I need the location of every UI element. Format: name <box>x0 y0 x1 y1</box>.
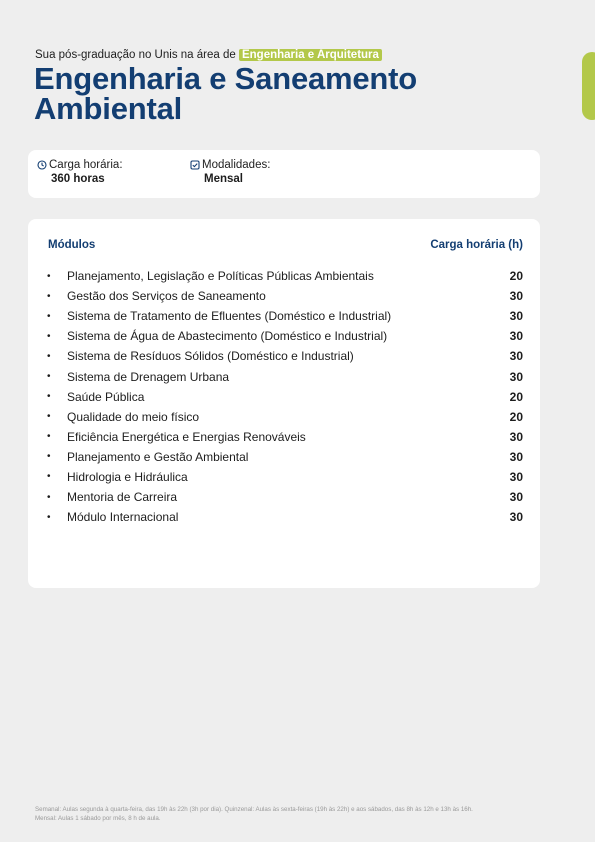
bullet: • <box>47 371 51 383</box>
bullet: • <box>47 270 51 282</box>
hours-column-header: Carga horária (h) <box>430 239 523 251</box>
module-name: Módulo Internacional <box>67 510 179 525</box>
bullet: • <box>47 350 51 362</box>
bullet: • <box>47 290 51 302</box>
title-line-1: Engenharia e Saneamento <box>34 61 418 96</box>
module-name: Sistema de Resíduos Sólidos (Doméstico e Industrial) <box>67 349 354 364</box>
module-row <box>46 326 523 346</box>
title-line-2: Ambiental <box>34 91 183 126</box>
module-row <box>46 387 523 407</box>
module-name: Sistema de Tratamento de Efluentes (Doméstico e Industrial) <box>67 309 392 324</box>
module-row <box>46 507 523 527</box>
footnote-line-1: Semanal: Aulas segunda à quarta-feira, das 19h às 22h (3h por dia). Quinzenal: Aulas às sexta-feiras (19h às 22h) e aos sábados, das 8h às 12h e 13h às 16h. <box>35 806 473 813</box>
module-hours: 30 <box>509 490 523 505</box>
module-hours: 30 <box>509 329 523 344</box>
module-row <box>46 487 523 507</box>
clock-icon <box>37 160 47 170</box>
module-row <box>46 447 523 467</box>
module-name: Planejamento e Gestão Ambiental <box>67 449 249 464</box>
module-row <box>46 427 523 447</box>
module-hours: 20 <box>509 409 523 424</box>
module-hours: 30 <box>509 369 523 384</box>
module-name: Saúde Pública <box>67 389 145 404</box>
module-hours: 30 <box>509 309 523 324</box>
bullet: • <box>47 391 51 403</box>
module-hours: 30 <box>509 469 523 484</box>
modules-column-header: Módulos <box>48 239 96 251</box>
module-name: Mentoria de Carreira <box>67 490 178 505</box>
footnote-line-2: Mensal: Aulas 1 sábado por mês, 8 h de aula. <box>35 815 161 822</box>
info-card <box>28 150 540 198</box>
module-row <box>46 306 523 326</box>
bullet: • <box>47 330 51 342</box>
bullet: • <box>47 491 51 503</box>
bullet: • <box>47 411 51 423</box>
bullet: • <box>47 431 51 443</box>
checkbox-icon <box>190 160 200 170</box>
module-name: Eficiência Energética e Energias Renováveis <box>67 429 306 444</box>
modality-info <box>190 158 270 187</box>
module-hours: 30 <box>509 449 523 464</box>
workload-value: 360 horas <box>51 173 105 185</box>
module-row <box>46 407 523 427</box>
module-hours: 30 <box>509 510 523 525</box>
modules-header <box>48 239 523 251</box>
page-title <box>34 61 418 126</box>
module-name: Gestão dos Serviços de Saneamento <box>67 289 266 304</box>
module-hours: 30 <box>509 349 523 364</box>
module-hours: 20 <box>509 389 523 404</box>
bullet: • <box>47 471 51 483</box>
intro-text: Sua pós-graduação no Unis na área de <box>35 49 236 61</box>
module-hours: 30 <box>509 429 523 444</box>
modality-label: Modalidades: <box>202 159 271 171</box>
module-name: Qualidade do meio físico <box>67 409 200 424</box>
modules-list <box>46 266 523 527</box>
footnote <box>35 805 545 823</box>
module-name: Sistema de Drenagem Urbana <box>67 369 230 384</box>
modality-value: Mensal <box>204 173 243 185</box>
module-row <box>46 467 523 487</box>
bullet: • <box>47 451 51 463</box>
module-row <box>46 346 523 366</box>
area-highlight-badge: Engenharia e Arquitetura <box>239 49 382 61</box>
module-row <box>46 366 523 386</box>
module-name: Planejamento, Legislação e Políticas Públicas Ambientais <box>67 269 374 284</box>
modules-card <box>28 219 540 588</box>
module-hours: 20 <box>509 269 523 284</box>
module-row <box>46 266 523 286</box>
bullet: • <box>47 511 51 523</box>
module-row <box>46 286 523 306</box>
module-name: Hidrologia e Hidráulica <box>67 469 188 484</box>
workload-info <box>37 158 123 187</box>
side-accent-tab <box>582 52 595 120</box>
workload-label: Carga horária: <box>49 159 123 171</box>
module-hours: 30 <box>509 289 523 304</box>
bullet: • <box>47 310 51 322</box>
module-name: Sistema de Água de Abastecimento (Doméstico e Industrial) <box>67 329 388 344</box>
